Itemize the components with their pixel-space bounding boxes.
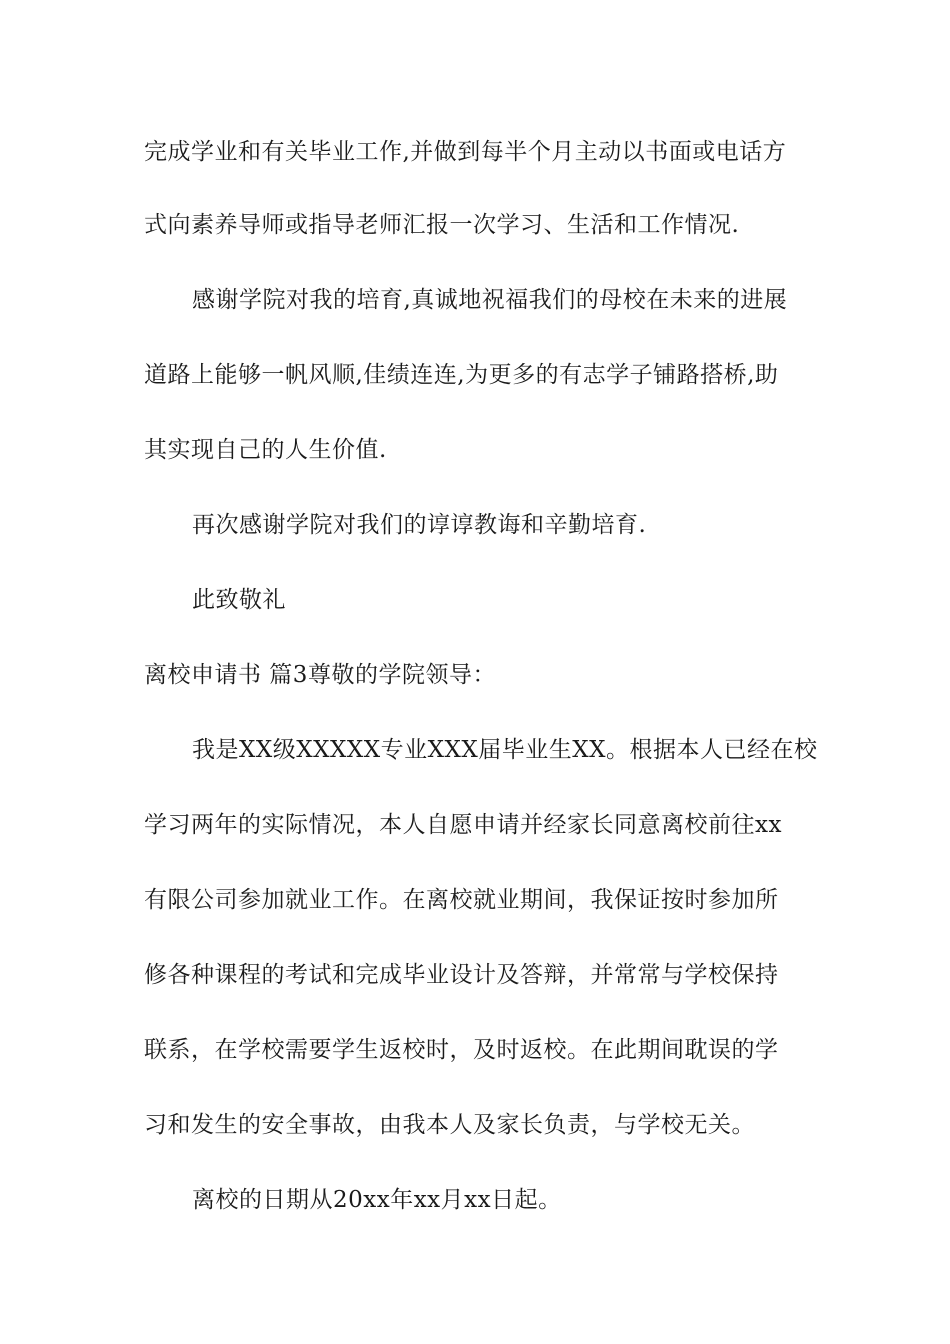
paragraph-start: 感谢学院对我的培育,真诚地祝福我们的母校在未来的进展 xyxy=(192,287,788,313)
paragraph-start: 再次感谢学院对我们的谆谆教诲和辛勤培育. xyxy=(192,512,647,538)
text-line: 修各种课程的考试和完成毕业设计及答辩，并常常与学校保持 xyxy=(144,962,779,988)
text-line: 道路上能够一帆风顺,佳绩连连,为更多的有志学子铺路搭桥,助 xyxy=(144,362,779,388)
paragraph-start: 离校的日期从20xx年xx月xx日起。 xyxy=(192,1187,562,1213)
text-line: 式向素养导师或指导老师汇报一次学习、生活和工作情况. xyxy=(144,212,740,238)
section-heading: 离校申请书 篇3尊敬的学院领导： xyxy=(144,662,496,688)
closing-salutation: 此致敬礼 xyxy=(192,587,286,613)
text-line: 有限公司参加就业工作。在离校就业期间，我保证按时参加所 xyxy=(144,887,779,913)
text-line: 学习两年的实际情况，本人自愿申请并经家长同意离校前往xx xyxy=(144,812,782,838)
paragraph-start: 我是XX级XXXXX专业XXX届毕业生XX。根据本人已经在校 xyxy=(192,737,818,763)
text-line: 其实现自己的人生价值. xyxy=(144,437,387,463)
text-line: 联系，在学校需要学生返校时，及时返校。在此期间耽误的学 xyxy=(144,1037,779,1063)
text-line: 习和发生的安全事故，由我本人及家长负责，与学校无关。 xyxy=(144,1112,755,1138)
text-line: 完成学业和有关毕业工作,并做到每半个月主动以书面或电话方 xyxy=(144,139,787,165)
